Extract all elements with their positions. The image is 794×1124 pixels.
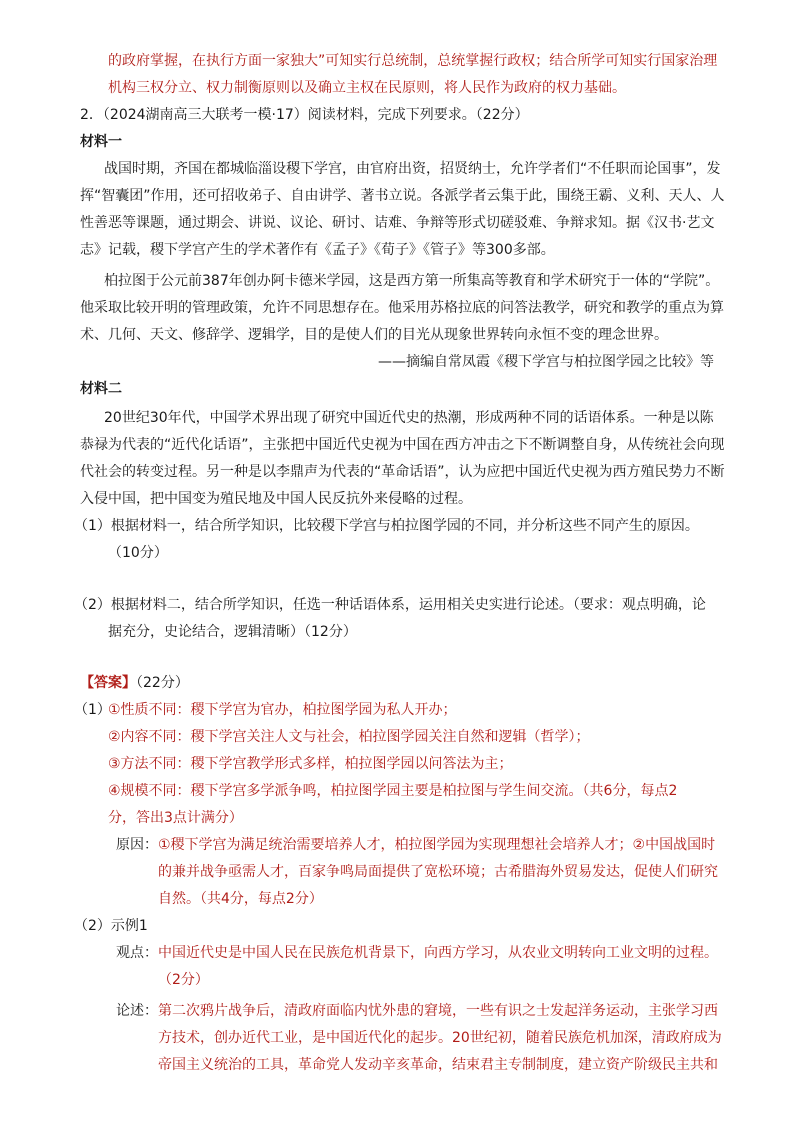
question-header: 2．（2024湖南高三大联考一模·17）阅读材料，完成下列要求。（22分） [80, 107, 529, 123]
answer-continuation-line: 机构三权分立、权力制衡原则以及确立主权在民原则，将人民作为政府的权力基础。 [108, 80, 626, 96]
material1-line: 志》记载，稷下学宫产生的学术著作有《孟子》《荀子》《管子》等300多部。 [80, 242, 555, 258]
answer-tag: 【答案】 [80, 675, 136, 691]
reason-line: 自然。（共4分，每点2分） [158, 891, 323, 907]
answer-1-point: ②内容不同：稷下学宫关注人文与社会，柏拉图学园关注自然和逻辑（哲学）； [108, 729, 590, 745]
material2-line: 代社会的转变过程。另一种是以李鼎声为代表的“革命话语”，认为应把中国近代史视为西方殖民势力不断 [80, 464, 725, 480]
material2-line: 恭禄为代表的“近代化话语”，主张把中国近代史视为中国在西方冲击之下不断调整自身，从传统社会向现 [80, 437, 725, 453]
view-line: 中国近代史是中国人民在民族危机背景下，向西方学习，从农业文明转向工业文明的过程。 [158, 945, 718, 961]
reason-label: 原因： [116, 837, 158, 853]
material1-line: 他采取比较开明的管理政策，允许不同思想存在。他采用苏格拉底的问答法教学，研究和教学的重点为算 [80, 300, 724, 316]
answer-1-point: ③方法不同：稷下学宫教学形式多样，柏拉图学园以问答法为主； [108, 756, 513, 772]
material1-source: ——摘编自常凤霞《稷下学宫与柏拉图学园之比较》等 [378, 354, 714, 370]
material1-line: 柏拉图于公元前387年创办阿卡德米学园，这是西方第一所集高等教育和学术研究于一体的“学院”。 [104, 273, 720, 289]
material1-line: 性善恶等课题，通过期会、讲说、议论、研讨、诘难、争辩等形式切磋驳难、争辩求知。据《汉书·艺文 [80, 215, 715, 231]
material2-label: 材料二 [80, 381, 122, 397]
view-label: 观点： [116, 945, 158, 961]
answer-continuation-line: 的政府掌握，在执行方面一家独大”可知实行总统制，总统掌握行政权；结合所学可知实行国家治理 [108, 53, 718, 69]
reason-line: ①稷下学宫为满足统治需要培养人才，柏拉图学园为实现理想社会培养人才；②中国战国时 [158, 837, 716, 853]
argue-line: 帝国主义统治的工具，革命党人发动辛亥革命，结束君主专制制度，建立资产阶级民主共和 [158, 1057, 718, 1073]
answer-1-point: ①性质不同：稷下学宫为官办，柏拉图学园为私人开办； [108, 702, 457, 718]
argue-label: 论述： [116, 1003, 158, 1019]
argue-line: 方技术，创办近代工业，是中国近代化的起步。20世纪初，随着民族危机加深，清政府成为 [158, 1030, 722, 1046]
answer-total-score: （22分） [136, 675, 189, 691]
material1-line: 挥“智囊团”作用，还可招收弟子、自由讲学、著书立说。各派学者云集于此，围绕王霸、义利、天人、人 [80, 188, 725, 204]
reason-line: 的兼并战争亟需人才，百家争鸣局面提供了宽松环境；古希腊海外贸易发达，促使人们研究 [158, 864, 718, 880]
answer-1-prefix: （1） [74, 702, 111, 718]
material1-label: 材料一 [80, 134, 122, 150]
view-line: （2分） [158, 972, 209, 988]
material1-line: 术、几何、天文、修辞学、逻辑学，目的是使人们的目光从现象世界转向永恒不变的理念世界。 [80, 327, 668, 343]
answer-1-point: 分，答出3点计满分） [108, 810, 243, 826]
argue-line: 第二次鸦片战争后，清政府面临内忧外患的窘境，一些有识之士发起洋务运动，主张学习西 [158, 1003, 718, 1019]
material2-line: 20世纪30年代，中国学术界出现了研究中国近代史的热潮，形成两种不同的话语体系。一种是以陈 [104, 410, 714, 426]
answer-1-point: ④规模不同：稷下学宫多学派争鸣，柏拉图学园主要是柏拉图与学生间交流。（共6分，每点2 [108, 783, 678, 799]
question-1-score: （10分） [108, 545, 168, 561]
question-2: （2）根据材料二，结合所学知识，任选一种话语体系，运用相关史实进行论述。（要求：观点明确，论 [74, 597, 706, 613]
answer-2-prefix: （2）示例1 [74, 918, 148, 934]
answer-heading [80, 670, 189, 697]
material2-line: 入侵中国，把中国变为殖民地及中国人民反抗外来侵略的过程。 [80, 491, 472, 507]
question-1: （1）根据材料一，结合所学知识，比较稷下学宫与柏拉图学园的不同，并分析这些不同产生的原因。 [74, 518, 699, 534]
material1-line: 战国时期，齐国在都城临淄设稷下学宫，由官府出资，招贤纳士，允许学者们“不任职而论国事”，发 [104, 161, 721, 177]
question-2-cont: 据充分，史论结合，逻辑清晰）（12分） [108, 624, 357, 640]
